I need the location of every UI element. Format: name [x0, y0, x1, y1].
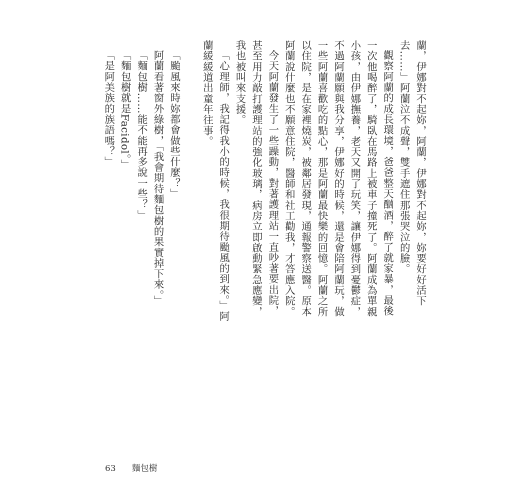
paragraph: 「心理師，我記得我小的時候，我很期待颱風的到來。」阿蘭緩緩道出童年往事。: [200, 40, 230, 323]
page-footer: [105, 462, 157, 474]
paragraph: 阿蘭看著窗外綠樹，「我會期待麵包樹的果實掉下來。」: [151, 50, 164, 307]
paragraph: 今天阿蘭發生了一些躁動，對著護理站一直吵著要出院，甚至用力敲打護理站的強化玻璃，病房立即啟動緊急應變，我也被叫來支援。: [233, 40, 279, 317]
paragraph: 「麵包樹……能不能再多說一些？」: [135, 50, 148, 221]
page-number: 63: [105, 464, 116, 474]
paragraph-gap: [182, 40, 198, 325]
paragraph: 蘭，伊娜對不起妳，阿蘭，伊娜對不起妳，妳要好好活下去……」阿蘭泣不成聲，雙手遮住那張哭泣的臉。: [397, 40, 426, 307]
paragraph: 觀察阿蘭的成長環境，爸爸整天酗酒，醉了就家暴，最後一次他喝醉了，騎臥在馬路上被車子撞死了。阿蘭成為單親小孩，由伊娜撫養，老天又開了玩笑，讓伊娜得到憂鬱症，不過阿蘭願與我分享，伊娜好的時候，還是會陪阿蘭玩，做一些阿蘭喜歡吃的點心，那是阿蘭最快樂的回憶。阿蘭之所以住院，是在家裡燒炭，被鄰居發現，通報警察送醫。原本阿蘭說什麼也不願意住院，醫師和社工勸我，才答應入院。: [282, 40, 394, 317]
paragraph: 「颱風來時妳都會做些什麼？」: [167, 50, 180, 200]
running-title: 麵包樹: [131, 464, 158, 474]
paragraph: 「麵包樹就是Facidol。」: [118, 50, 131, 171]
vertical-text-block: [100, 40, 428, 325]
paragraph: 「是阿美族的族語嗎？」: [102, 50, 115, 168]
